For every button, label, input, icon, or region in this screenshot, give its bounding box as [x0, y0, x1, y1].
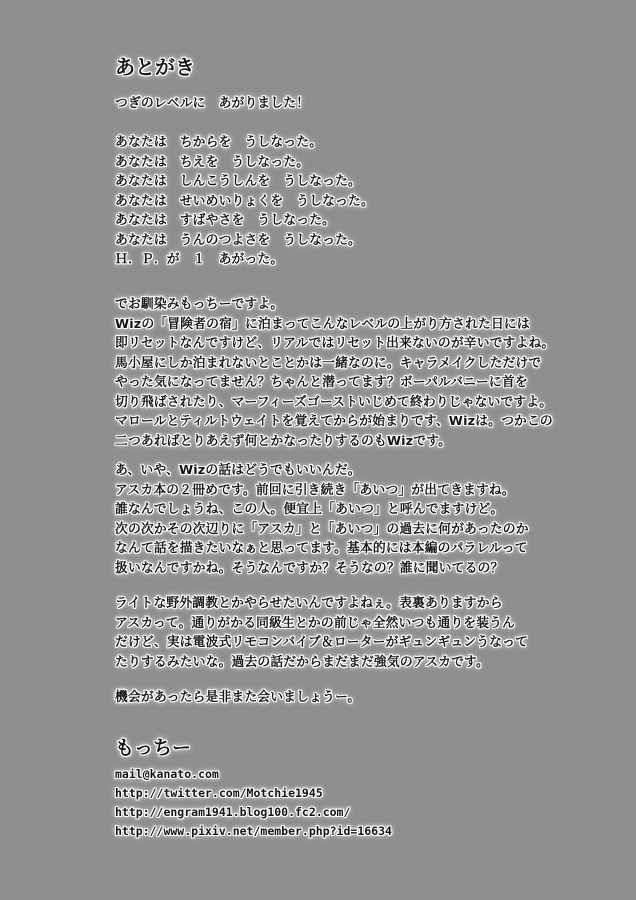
- text-line: あなたは すばやさを うしなった。: [115, 213, 336, 228]
- text-line: 馬小屋にしか泊まれないとことかは一緒なのに。キャラメイクしただけで: [115, 355, 542, 371]
- afterword-title: あとがき: [115, 55, 195, 79]
- text-line: アスカ本の２冊めです。前回に引き続き「あいつ」が出てきますね。: [115, 482, 515, 498]
- text-line: マロールとティルトウェイトを覚えてからが始まりです、Wizは。つかこの: [115, 414, 553, 429]
- text-line: あなたは ちえを うしなった。: [115, 154, 310, 170]
- text-line: なんて話を描きたいなぁと思ってます。基本的には本編のパラレルって: [115, 541, 528, 556]
- text-line: Ｈ．Ｐ．が １ あがった。: [115, 252, 284, 267]
- text-line: アスカって。通りがかる同級生とかの前じゃ全然いつも通りを装うん: [115, 615, 516, 631]
- text-line: 誰なんでしょうね、この人。便宜上「あいつ」と呼んでますけど。: [115, 502, 504, 517]
- levelup-message-block: [115, 94, 615, 270]
- text-line: でお馴染みもっちーですよ。: [115, 297, 284, 312]
- closing-paragraph: [115, 688, 615, 708]
- text-line: つぎのレベルに あがりました！: [115, 96, 310, 111]
- pixiv-link: http://www.pixiv.net/member.php?id=16634: [115, 824, 392, 838]
- text-line: あなたは しんこうしんを うしなった。: [115, 174, 361, 189]
- text-line: 次の次かその次辺りに「アスカ」と「あいつ」の過去に何があったのか: [115, 521, 529, 537]
- twitter-link: http://twitter.com/Motchie1945: [115, 786, 323, 800]
- text-line: 二つあればとりあえず何とかなったりするのもWizです。: [115, 433, 452, 449]
- author-email: mail@kanato.com: [115, 767, 219, 781]
- text-line: あなたは ちからを うしなった。: [115, 135, 323, 150]
- text-line: あなたは うんのつよさを うしなった。: [115, 232, 361, 248]
- text-line: だけど、実は電波式リモコンバイブ＆ローターがギュンギュンうなって: [115, 635, 529, 650]
- text-line: 即リセットなんですけど、リアルではリセット出来ないのが辛いですよね。: [115, 336, 555, 351]
- blog-link: http://engram1941.blog100.fc2.com/: [115, 805, 351, 819]
- text-line: たりするみたいな。過去の話だからまだまだ強気のアスカです。: [115, 654, 489, 670]
- text-line: 扱いなんですかね。そうなんですか？そうなの？誰に聞いてるの？: [115, 560, 504, 576]
- text-line: 切り飛ばされたり、マーフィーズゴーストいじめて終わりじゃないですよ。: [115, 394, 553, 410]
- text-line: やった気になってません？ちゃんと潜ってます？ボーパルバニーに首を: [115, 375, 528, 390]
- text-line: 機会があったら是非また会いましょうー。: [115, 690, 361, 705]
- text-line: あなたは せいめいりょくを うしなった。: [115, 193, 374, 209]
- author-links: [115, 765, 392, 841]
- text-line: [115, 114, 615, 134]
- next-plan-paragraph: [115, 594, 615, 672]
- asuka-book-paragraph: [115, 461, 615, 578]
- wizardry-paragraph: [115, 295, 615, 451]
- author-name: もっちー: [115, 737, 192, 759]
- text-line: Wizの「冒険者の宿」に泊まってこんなレベルの上がり方された日には: [115, 316, 530, 332]
- text-line: ライトな野外調教とかやらせたいんですよねぇ。表裏ありますから: [115, 596, 503, 611]
- text-line: あ、いや、Wizの話はどうでもいいんだ。: [115, 463, 361, 478]
